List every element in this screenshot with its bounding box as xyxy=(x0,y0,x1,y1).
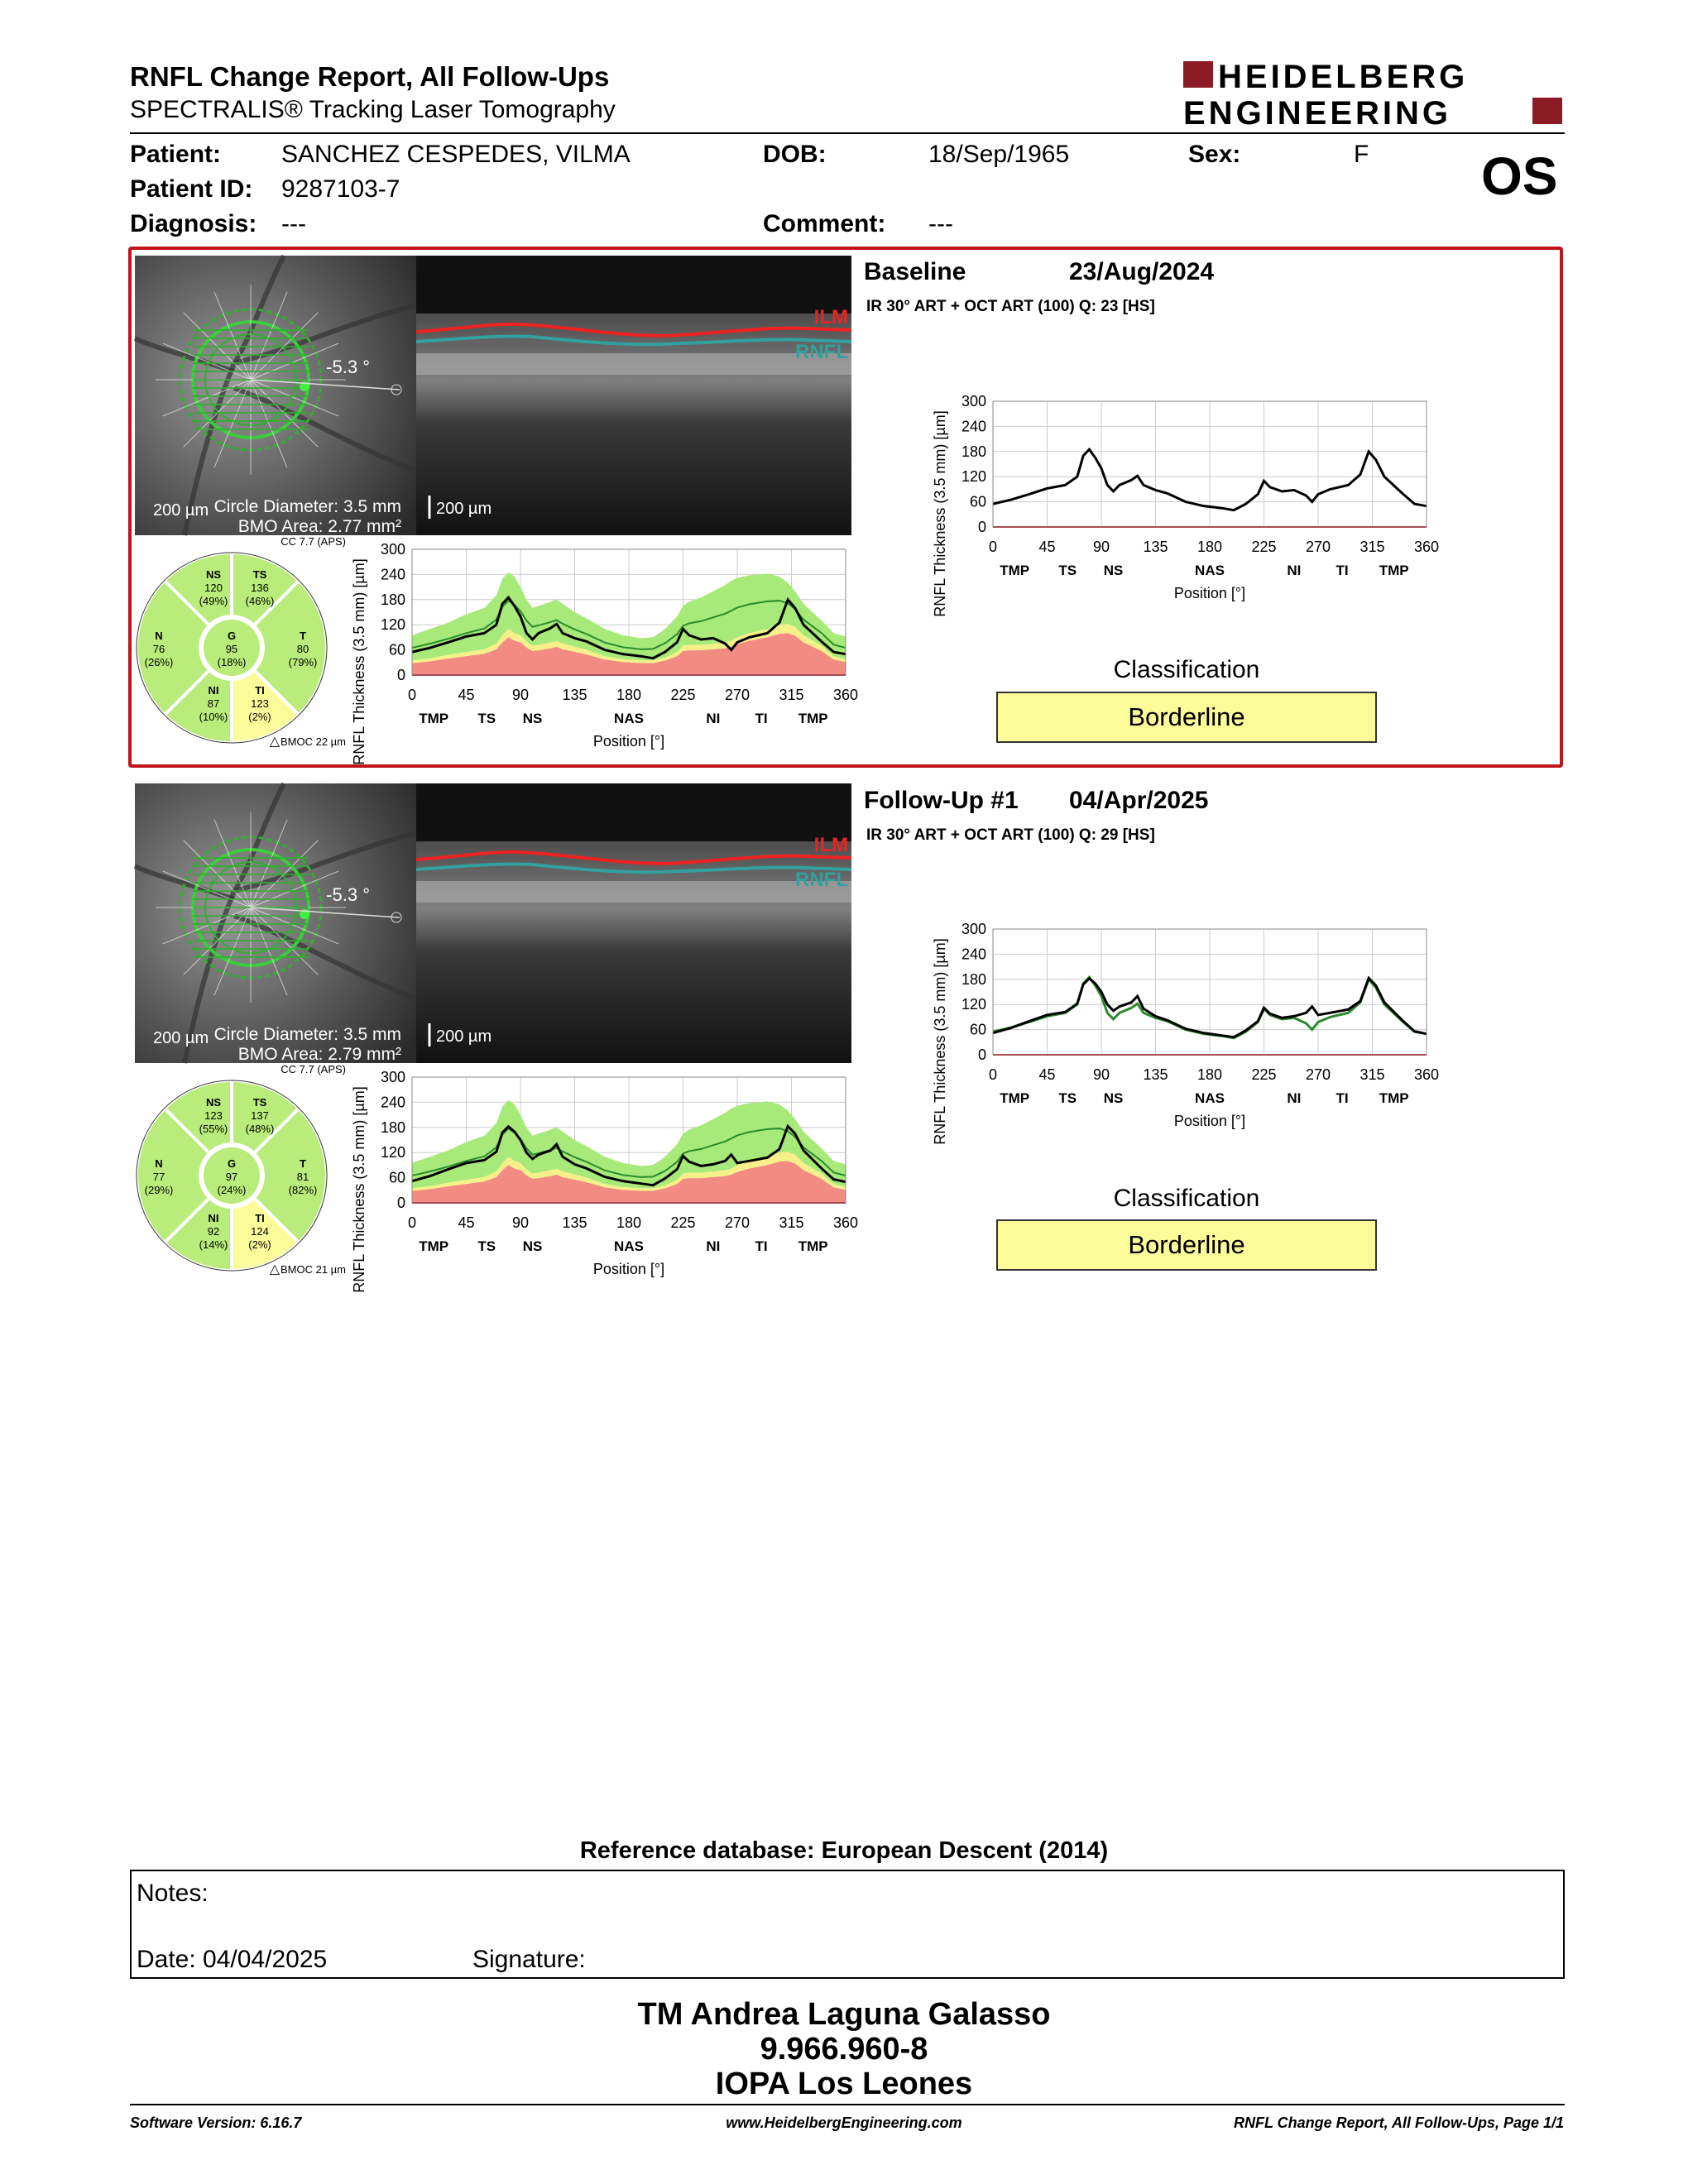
sector-percent: (2%) xyxy=(248,1238,271,1251)
comment-value: --- xyxy=(928,210,953,237)
classification-title: Classification xyxy=(1113,1185,1260,1212)
sector-percent: (18%) xyxy=(217,656,247,668)
y-tick-label: 120 xyxy=(961,996,986,1013)
sector-name: TS xyxy=(252,1096,267,1109)
sector-name: G xyxy=(227,630,237,642)
x-tick-label: 45 xyxy=(458,687,475,703)
y-tick-label: 120 xyxy=(961,468,986,486)
sector-name: TS xyxy=(252,568,267,581)
x-tick-label: 0 xyxy=(988,539,998,555)
exam-date: 04/Apr/2025 xyxy=(1069,787,1209,814)
software-version: Software Version: 6.16.7 xyxy=(130,2115,302,2131)
fovea-angle: -5.3 ° xyxy=(326,357,370,377)
y-tick-label: 120 xyxy=(380,616,405,634)
x-tick-label: 315 xyxy=(1360,539,1385,555)
svg-text:ENGINEERING: ENGINEERING xyxy=(1183,95,1452,132)
x-tick-label: 180 xyxy=(1196,539,1223,555)
region-label: TS xyxy=(1058,1090,1077,1106)
fundus-image xyxy=(135,783,416,1063)
region-label: TI xyxy=(755,1238,768,1254)
sector-value: 77 xyxy=(152,1171,165,1183)
scale-label: 200 µm xyxy=(153,501,209,520)
patient-id: 9287103-7 xyxy=(281,175,400,203)
oct-bscan xyxy=(416,256,851,535)
x-tick-label: 180 xyxy=(1196,1066,1223,1083)
sector-percent: (49%) xyxy=(199,595,228,607)
tsnit-normative-chart xyxy=(346,1069,859,1327)
sector-value: 87 xyxy=(207,697,220,710)
rpe-band xyxy=(416,353,851,375)
sex-value: F xyxy=(1354,141,1369,168)
exam-date: 23/Aug/2024 xyxy=(1069,258,1215,285)
y-tick-label: 240 xyxy=(380,566,405,583)
x-tick-label: 45 xyxy=(458,1214,475,1231)
region-label: NS xyxy=(1103,1090,1124,1106)
region-label: TS xyxy=(1058,563,1077,578)
x-tick-label: 0 xyxy=(407,687,417,703)
oct-bscan xyxy=(416,783,851,1063)
classification-title: Classification xyxy=(1113,656,1260,683)
region-label: TMP xyxy=(419,711,449,726)
sector-percent: (10%) xyxy=(199,711,228,723)
x-tick-label: 180 xyxy=(616,1214,642,1231)
page-info: RNFL Change Report, All Follow-Ups, Page 1/1 xyxy=(1233,2115,1564,2131)
sector-percent: (2%) xyxy=(248,711,271,723)
x-axis-label: Position [°] xyxy=(592,1261,665,1277)
bmo-area: BMO Area: 2.77 mm² xyxy=(237,517,401,536)
sector-name: T xyxy=(300,630,306,642)
header-divider xyxy=(130,132,1565,134)
sector-percent: (55%) xyxy=(199,1123,228,1135)
x-tick-label: 135 xyxy=(1143,539,1168,555)
x-tick-label: 90 xyxy=(1092,539,1110,555)
region-label: TI xyxy=(755,711,768,726)
comment-label: Comment: xyxy=(763,210,886,237)
classification-badge: Borderline xyxy=(996,692,1377,743)
circle-diameter: Circle Diameter: 3.5 mm xyxy=(213,497,401,516)
region-label: TMP xyxy=(1379,1090,1409,1106)
signer-name: TM Andrea Laguna Galasso xyxy=(637,1997,1051,2032)
region-label: TMP xyxy=(1000,563,1030,578)
delta-icon: △ xyxy=(269,1262,280,1276)
scale-label: 200 µm xyxy=(436,1027,492,1046)
sector-value: 120 xyxy=(204,582,223,594)
circle-diameter: Circle Diameter: 3.5 mm xyxy=(213,1025,401,1044)
x-tick-label: 135 xyxy=(1143,1066,1168,1083)
y-tick-label: 0 xyxy=(977,1046,986,1063)
x-tick-label: 270 xyxy=(724,687,750,703)
signer-organization: IOPA Los Leones xyxy=(715,2067,973,2101)
oct-vitreous xyxy=(416,783,851,841)
x-tick-label: 360 xyxy=(1413,1066,1440,1083)
sector-value: 123 xyxy=(204,1109,223,1122)
x-tick-label: 135 xyxy=(562,687,587,703)
svg-text:HEIDELBERG: HEIDELBERG xyxy=(1218,59,1469,95)
y-axis-label: RNFL Thickness (3.5 mm) [µm] xyxy=(932,410,948,617)
sector-value: 97 xyxy=(225,1171,238,1183)
region-label: NI xyxy=(1287,1090,1302,1106)
y-tick-label: 180 xyxy=(380,591,405,608)
bmo-area: BMO Area: 2.79 mm² xyxy=(237,1045,401,1064)
x-tick-label: 360 xyxy=(1413,539,1440,555)
classification-badge: Borderline xyxy=(996,1219,1377,1271)
website-link[interactable]: www.HeidelbergEngineering.com xyxy=(726,2115,962,2131)
region-label: TMP xyxy=(798,1238,828,1254)
y-tick-label: 240 xyxy=(961,946,986,963)
acquisition-info: IR 30° ART + OCT ART (100) Q: 23 [HS] xyxy=(866,298,1155,315)
footer-divider xyxy=(130,2104,1565,2105)
region-label: NAS xyxy=(614,711,644,726)
region-label: NI xyxy=(706,1238,721,1254)
region-label: TMP xyxy=(419,1238,449,1254)
y-tick-label: 300 xyxy=(380,541,405,558)
rnfl-label: RNFL xyxy=(795,869,848,891)
sector-name: NS xyxy=(205,1096,222,1109)
x-tick-label: 315 xyxy=(1360,1066,1385,1083)
sector-name: NI xyxy=(208,684,219,697)
x-tick-label: 270 xyxy=(724,1214,750,1231)
region-label: NI xyxy=(1287,563,1302,578)
region-label: TMP xyxy=(1379,563,1409,578)
sector-name: NS xyxy=(205,568,222,581)
notes-box xyxy=(130,1870,1565,1979)
y-tick-label: 60 xyxy=(388,1169,405,1186)
x-tick-label: 315 xyxy=(779,1214,804,1231)
sector-name: NI xyxy=(208,1212,219,1224)
y-axis-label: RNFL Thickness (3.5 mm) [µm] xyxy=(932,938,948,1145)
y-tick-label: 120 xyxy=(380,1144,405,1161)
region-label: NS xyxy=(1103,563,1124,578)
y-axis-label: RNFL Thickness (3.5 mm) [µm] xyxy=(351,558,367,765)
x-tick-label: 180 xyxy=(616,687,642,703)
sector-name: N xyxy=(155,1157,163,1170)
x-tick-label: 225 xyxy=(1251,1066,1277,1083)
y-tick-label: 300 xyxy=(961,393,986,410)
signer-id: 9.966.960-8 xyxy=(760,2032,928,2067)
sector-percent: (29%) xyxy=(144,1184,174,1196)
fundus-image xyxy=(135,256,416,535)
x-tick-label: 315 xyxy=(779,687,804,703)
report-title: RNFL Change Report, All Follow-Ups xyxy=(130,61,610,92)
x-tick-label: 270 xyxy=(1305,1066,1331,1083)
sector-name: TI xyxy=(255,684,265,697)
x-tick-label: 360 xyxy=(832,687,859,703)
y-tick-label: 60 xyxy=(969,493,986,510)
sector-name: G xyxy=(227,1157,237,1170)
dob-label: DOB: xyxy=(763,141,827,168)
eye-indicator: OS xyxy=(1481,146,1558,206)
ilm-label: ILM xyxy=(813,834,848,856)
rnfl-label: RNFL xyxy=(795,341,848,363)
acquisition-info: IR 30° ART + OCT ART (100) Q: 29 [HS] xyxy=(866,826,1155,844)
rpe-band xyxy=(416,881,851,903)
ilm-label: ILM xyxy=(813,306,848,328)
x-tick-label: 0 xyxy=(988,1066,998,1083)
reference-database: Reference database: European Descent (2014) xyxy=(579,1837,1109,1864)
y-tick-label: 60 xyxy=(969,1021,986,1038)
sector-name: T xyxy=(300,1157,306,1170)
x-tick-label: 225 xyxy=(1251,539,1277,555)
sector-value: 95 xyxy=(225,643,238,655)
sector-value: 92 xyxy=(207,1225,220,1238)
sex-label: Sex: xyxy=(1188,141,1241,168)
region-label: TS xyxy=(477,1238,496,1254)
x-axis-label: Position [°] xyxy=(1173,585,1246,601)
region-label: TMP xyxy=(798,711,828,726)
notes-label: Notes: xyxy=(137,1880,209,1907)
region-label: NAS xyxy=(1195,1090,1225,1106)
fovea-angle: -5.3 ° xyxy=(326,884,370,905)
report-subtitle: SPECTRALIS® Tracking Laser Tomography xyxy=(130,96,616,123)
sector-value: 124 xyxy=(251,1225,269,1238)
x-tick-label: 45 xyxy=(1038,1066,1056,1083)
y-tick-label: 60 xyxy=(388,641,405,659)
x-tick-label: 225 xyxy=(670,1214,696,1231)
sector-value: 136 xyxy=(251,582,269,594)
x-tick-label: 0 xyxy=(407,1214,417,1231)
y-axis-label: RNFL Thickness (3.5 mm) [µm] xyxy=(351,1086,367,1293)
y-tick-label: 180 xyxy=(380,1118,405,1136)
region-label: TS xyxy=(477,711,496,726)
diagnosis-label: Diagnosis: xyxy=(130,210,257,237)
patient-id-label: Patient ID: xyxy=(130,175,253,203)
bmoc-label: BMOC 22 µm xyxy=(280,735,346,748)
sector-name: TI xyxy=(255,1212,265,1224)
sector-percent: (14%) xyxy=(199,1238,228,1251)
cc-label: CC 7.7 (APS) xyxy=(281,1063,346,1075)
x-tick-label: 90 xyxy=(511,687,530,703)
sector-percent: (26%) xyxy=(144,656,174,668)
sector-percent: (24%) xyxy=(217,1184,247,1196)
oct-vitreous xyxy=(416,256,851,314)
sector-value: 80 xyxy=(296,643,309,655)
patient-name: SANCHEZ CESPEDES, VILMA xyxy=(281,141,631,168)
x-axis-label: Position [°] xyxy=(592,733,665,750)
y-tick-label: 0 xyxy=(396,667,405,683)
delta-icon: △ xyxy=(269,735,280,749)
y-tick-label: 180 xyxy=(961,970,986,988)
sector-pie xyxy=(132,535,348,752)
sector-value: 123 xyxy=(251,697,269,710)
tsnit-change-chart xyxy=(927,921,1440,1179)
region-label: TI xyxy=(1336,563,1349,578)
dob-value: 18/Sep/1965 xyxy=(928,141,1070,168)
notes-date: Date: 04/04/2025 xyxy=(137,1946,328,1973)
x-tick-label: 45 xyxy=(1038,539,1056,555)
y-tick-label: 0 xyxy=(977,519,986,535)
scale-label: 200 µm xyxy=(436,500,492,518)
x-axis-label: Position [°] xyxy=(1173,1113,1246,1129)
exam-label: Baseline xyxy=(864,258,966,285)
patient-label: Patient: xyxy=(130,141,222,168)
exam-label: Follow-Up #1 xyxy=(864,787,1019,814)
y-tick-label: 300 xyxy=(961,921,986,937)
sector-name: N xyxy=(155,630,163,642)
region-label: NAS xyxy=(614,1238,644,1254)
sector-percent: (48%) xyxy=(245,1123,275,1135)
x-tick-label: 225 xyxy=(670,687,696,703)
diagnosis-value: --- xyxy=(281,210,306,237)
x-tick-label: 90 xyxy=(511,1214,530,1231)
region-label: NS xyxy=(522,711,543,726)
heidelberg-logo xyxy=(1183,58,1564,132)
sector-value: 137 xyxy=(251,1109,269,1122)
sector-value: 76 xyxy=(152,643,165,655)
y-tick-label: 180 xyxy=(961,443,986,460)
sector-value: 81 xyxy=(296,1171,309,1183)
region-label: TMP xyxy=(1000,1090,1030,1106)
tsnit-normative-chart xyxy=(346,541,859,799)
sector-percent: (82%) xyxy=(288,1184,318,1196)
x-tick-label: 270 xyxy=(1305,539,1331,555)
y-tick-label: 300 xyxy=(380,1069,405,1085)
x-tick-label: 135 xyxy=(562,1214,587,1231)
cc-label: CC 7.7 (APS) xyxy=(281,535,346,548)
tsnit-change-chart xyxy=(927,393,1440,651)
signature-label: Signature: xyxy=(472,1946,586,1973)
region-label: NI xyxy=(706,711,721,726)
x-tick-label: 90 xyxy=(1092,1066,1110,1083)
sector-percent: (46%) xyxy=(245,595,275,607)
y-tick-label: 240 xyxy=(380,1094,405,1111)
bmoc-label: BMOC 21 µm xyxy=(280,1263,346,1276)
region-label: TI xyxy=(1336,1090,1349,1106)
sector-pie xyxy=(132,1063,348,1280)
scale-label: 200 µm xyxy=(153,1029,209,1047)
region-label: NAS xyxy=(1195,563,1225,578)
sector-percent: (79%) xyxy=(288,656,318,668)
y-tick-label: 240 xyxy=(961,418,986,435)
y-tick-label: 0 xyxy=(396,1195,405,1211)
region-label: NS xyxy=(522,1238,543,1254)
x-tick-label: 360 xyxy=(832,1214,859,1231)
